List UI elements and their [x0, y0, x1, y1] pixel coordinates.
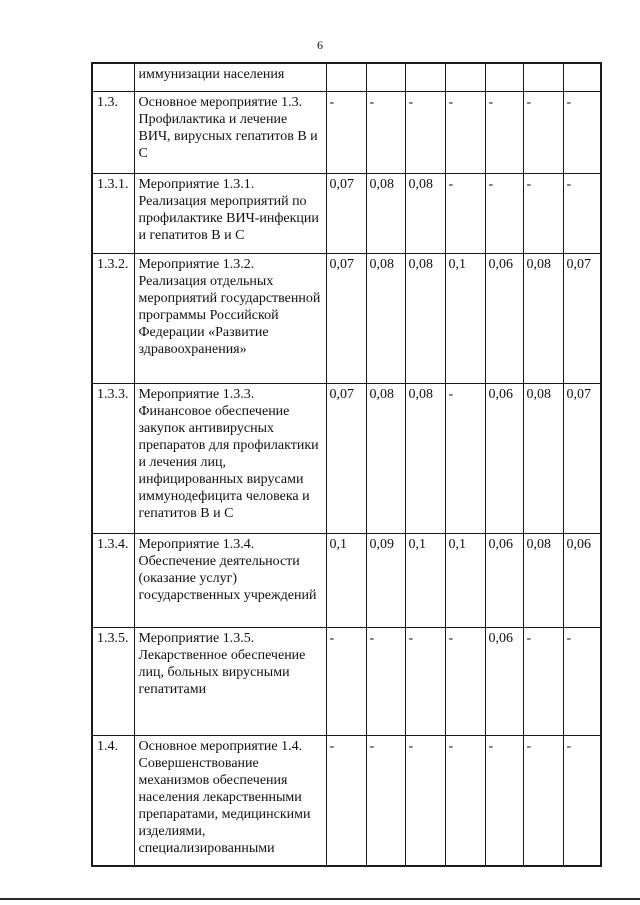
value-cell: 0,1 [445, 253, 485, 383]
value-cell: 0,08 [366, 173, 405, 253]
value-cell: 0,06 [563, 533, 601, 627]
value-cell: - [445, 383, 485, 533]
value-cell [326, 63, 366, 91]
table-row [92, 63, 601, 91]
value-cell: - [445, 173, 485, 253]
row-number-cell: 1.3.2. [92, 253, 134, 383]
row-number-cell: 1.3.4. [92, 533, 134, 627]
value-cell: 0,06 [485, 533, 523, 627]
row-description-cell: Мероприятие 1.3.3. Финансовое обеспечение закупок антивирусных препаратов для профилактики и лечения лиц, инфицированных вирусами иммунодефицита человека и гепатитов В и С [134, 383, 326, 533]
value-cell: - [405, 735, 445, 866]
value-cell [445, 63, 485, 91]
page-number: 6 [317, 38, 323, 52]
value-cell: - [445, 91, 485, 173]
value-cell: - [445, 627, 485, 735]
row-description-cell: Мероприятие 1.3.5. Лекарственное обеспечение лиц, больных вирусными гепатитами [134, 627, 326, 735]
value-cell: 0,07 [326, 253, 366, 383]
value-cell: - [366, 91, 405, 173]
value-cell: 0,08 [366, 253, 405, 383]
table-row [92, 627, 601, 735]
value-cell: - [563, 627, 601, 735]
value-cell: 0,08 [523, 533, 563, 627]
table-row [92, 735, 601, 866]
value-cell: - [326, 627, 366, 735]
value-cell: - [523, 627, 563, 735]
value-cell: - [485, 91, 523, 173]
row-number-cell [92, 63, 134, 91]
value-cell [405, 63, 445, 91]
value-cell: - [445, 735, 485, 866]
value-cell: 0,08 [366, 383, 405, 533]
value-cell [563, 63, 601, 91]
value-cell: 0,08 [523, 383, 563, 533]
value-cell: 0,08 [405, 253, 445, 383]
value-cell: - [326, 91, 366, 173]
table-row [92, 173, 601, 253]
table-row [92, 253, 601, 383]
value-cell: 0,1 [445, 533, 485, 627]
value-cell: - [326, 735, 366, 866]
table-row [92, 533, 601, 627]
measures-table [91, 62, 602, 867]
value-cell: 0,06 [485, 383, 523, 533]
table-row [92, 383, 601, 533]
value-cell: - [366, 735, 405, 866]
row-number-cell: 1.3.5. [92, 627, 134, 735]
value-cell: 0,08 [405, 173, 445, 253]
value-cell: - [523, 91, 563, 173]
value-cell: - [366, 627, 405, 735]
row-description-cell: Мероприятие 1.3.4. Обеспечение деятельности (оказание услуг) государственных учреждений [134, 533, 326, 627]
value-cell: 0,1 [405, 533, 445, 627]
value-cell: - [485, 173, 523, 253]
value-cell: 0,07 [326, 383, 366, 533]
row-description-cell: иммунизации населения [134, 63, 326, 91]
value-cell: 0,08 [523, 253, 563, 383]
row-number-cell: 1.4. [92, 735, 134, 866]
bottom-rule [0, 898, 640, 900]
row-number-cell: 1.3. [92, 91, 134, 173]
value-cell [366, 63, 405, 91]
value-cell: 0,07 [326, 173, 366, 253]
value-cell: - [563, 735, 601, 866]
value-cell: 0,06 [485, 627, 523, 735]
value-cell: - [523, 735, 563, 866]
row-number-cell: 1.3.1. [92, 173, 134, 253]
value-cell: - [405, 91, 445, 173]
value-cell [523, 63, 563, 91]
value-cell: - [563, 173, 601, 253]
value-cell: - [563, 91, 601, 173]
value-cell: 0,1 [326, 533, 366, 627]
value-cell: 0,06 [485, 253, 523, 383]
row-description-cell: Мероприятие 1.3.1. Реализация мероприятий по профилактике ВИЧ-инфекции и гепатитов В и С [134, 173, 326, 253]
value-cell: 0,09 [366, 533, 405, 627]
table-row [92, 91, 601, 173]
value-cell: 0,07 [563, 253, 601, 383]
value-cell: - [485, 735, 523, 866]
row-description-cell: Основное мероприятие 1.4. Совершенствование механизмов обеспечения населения лекарственными препаратами, медицинскими изделиями, специализированными [134, 735, 326, 866]
row-description-cell: Мероприятие 1.3.2. Реализация отдельных мероприятий государственной программы Российской Федерации «Развитие здравоохранения» [134, 253, 326, 383]
row-description-cell: Основное мероприятие 1.3. Профилактика и лечение ВИЧ, вирусных гепатитов В и С [134, 91, 326, 173]
value-cell: - [405, 627, 445, 735]
value-cell [485, 63, 523, 91]
value-cell: - [523, 173, 563, 253]
row-number-cell: 1.3.3. [92, 383, 134, 533]
value-cell: 0,07 [563, 383, 601, 533]
value-cell: 0,08 [405, 383, 445, 533]
